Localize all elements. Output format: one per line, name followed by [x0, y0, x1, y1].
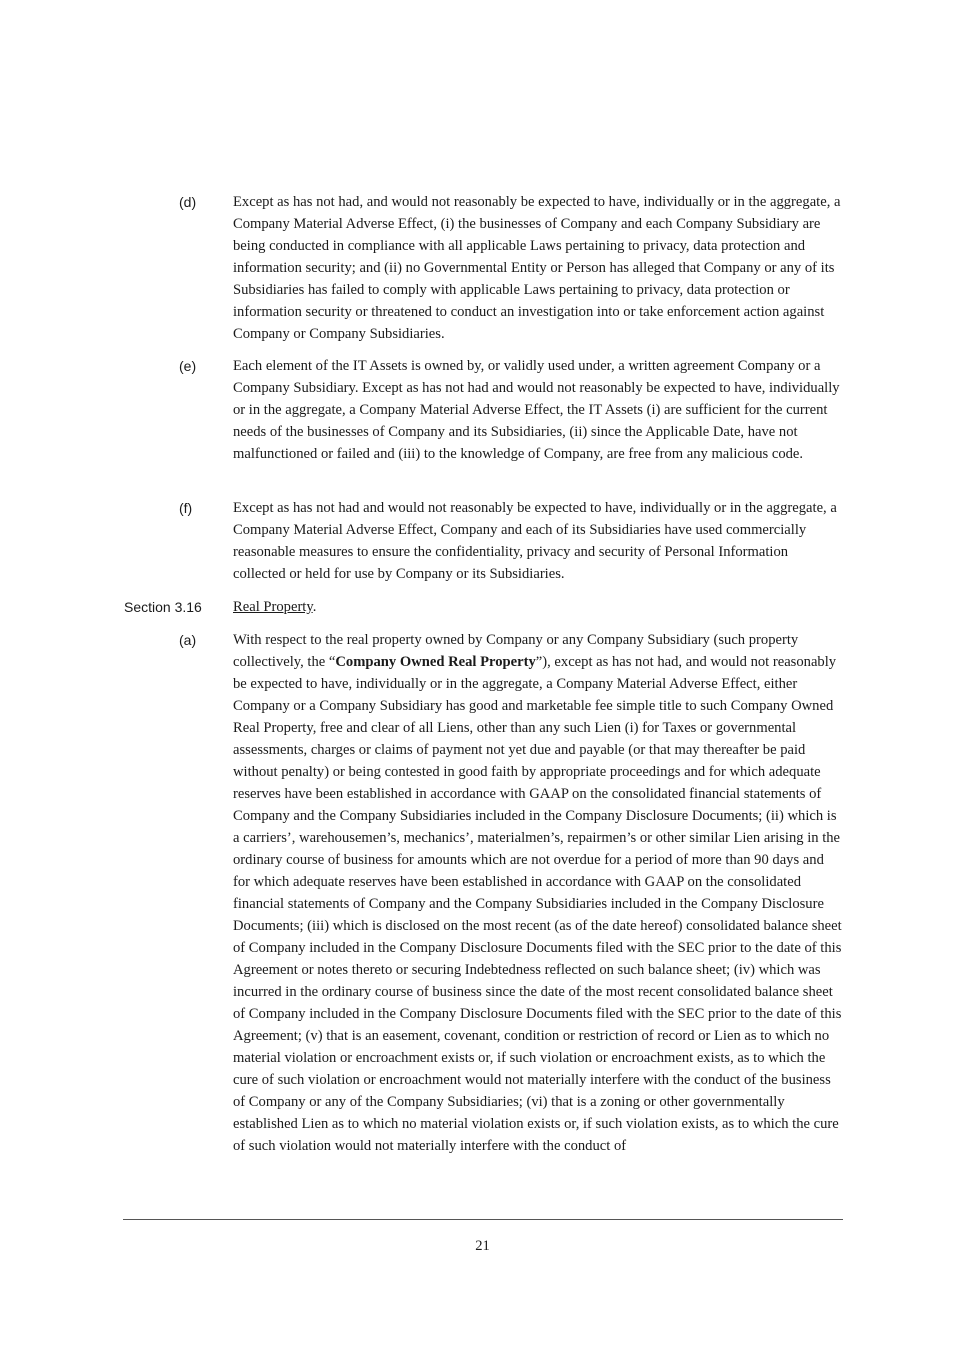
item-text-d: Except as has not had, and would not reasonably be expected to have, individually or in the aggregate, a Company Material Adverse Effect, (i) the businesses of Company and each Company Subsidiary are being conducted in compliance with all applicable Laws pertaining to privacy, data protection and information security; and (ii) no Governmental Entity or Person has alleged that Company or any of its Subsidiaries has failed to comply with applicable Laws pertaining to privacy, data protection or information security or threatened to conduct an investigation into or take enforcement action against Company or Company Subsidiaries. — [233, 194, 841, 342]
item-marker-a: (a) — [179, 632, 197, 648]
item-text-a-rest: ”), except as has not had, and would not reasonably be expected to have, individually or in the aggregate, a Company Material Adverse Effect, either Company or a Company Subsidiary has good and marketable fee simple title to such Company Owned Real Property, free and clear of all Liens, other than any such Lien (i) for Taxes or governmental assessments, charges or claims of payment not yet due and payable (or that may thereafter be paid without penalty) or being contested in good faith by appropriate proceedings and for which adequate reserves have been established in accordance with GAAP on the consolidated financial statements of Company and the Company Subsidiaries included in the Company Disclosure Documents; (ii) which is a carriers’, warehousemen’s, mechanics’, materialmen’s, repairmen’s or other similar Lien arising in the ordinary course of business for amounts which are not overdue for a period of more than 90 days and for which adequate reserves have been established in accordance with GAAP on the consolidated financial statements of Company and the Company Subsidiaries included in the Company Disclosure Documents; (iii) which is disclosed on the most recent (as of the date hereof) consolidated balance sheet of Company included in the Company Disclosure Documents filed with the SEC prior to the date of this Agreement or notes thereto or securing Indebtedness reflected on such balance sheet; (iv) which was incurred in the ordinary course of business since the date of the most recent consolidated balance sheet of Company included in the Company Disclosure Documents filed with the SEC prior to the date of this Agreement; (v) that is an easement, covenant, condition or restriction of record or Lien as to which no material violation or encroachment exists or, if such violation or encroachment exists, as to which the cure of such violation or encroachment would not materially interfere with the conduct of the business of Company or any of the Company Subsidiaries; (vi) that is a zoning or other governmentally established Lien as to which no material violation exists or, if such violation exists, as to which the cure of such violation would not materially interfere with the conduct of — [233, 654, 842, 1154]
item-text-a-start: With respect to the real property owned by Company or any Company Subsidiary (such property collectively, the “ — [233, 632, 799, 670]
item-marker-e: (e) — [179, 358, 197, 374]
item-text-f: Except as has not had and would not reasonably be expected to have, individually or in the aggregate, a Company Material Adverse Effect, Company and each of its Subsidiaries have used commercially reasonable measures to ensure the confidentiality, privacy and security of Personal Information collected or held for use by Company or its Subsidiaries. — [233, 500, 837, 582]
page-number: 21 — [475, 1238, 490, 1254]
item-text-a — [233, 629, 843, 1157]
section-title: Real Property — [233, 599, 313, 615]
section-number: Section 3.16 — [124, 599, 202, 615]
section-title-suffix: . — [312, 599, 317, 615]
footer-rule — [123, 1219, 843, 1220]
item-marker-f: (f) — [179, 500, 193, 516]
defined-term: Company Owned Real Property — [335, 654, 536, 670]
item-text-e: Each element of the IT Assets is owned by, or validly used under, a written agreement Company or a Company Subsidiary. Except as has not had and would not reasonably be expected to have, individually or in the aggregate, a Company Material Adverse Effect, the IT Assets (i) are sufficient for the current needs of the businesses of Company and its Subsidiaries, (ii) since the Applicable Date, have not malfunctioned or failed and (iii) to the knowledge of Company, are free from any malicious code. — [233, 358, 840, 462]
section-heading — [233, 596, 316, 618]
item-marker-d: (d) — [179, 194, 197, 210]
